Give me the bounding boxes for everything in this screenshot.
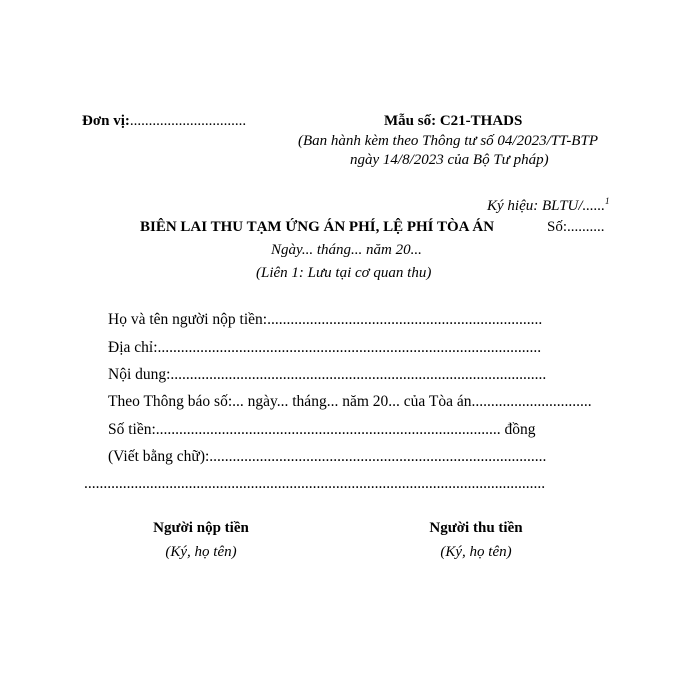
collector-signature-note: (Ký, họ tên) [440, 544, 512, 560]
document-title: BIÊN LAI THU TẠM ỨNG ÁN PHÍ, LỆ PHÍ TÒA ÁN [140, 219, 495, 235]
unit-label: Đơn vị: [82, 113, 130, 129]
copy-line: (Liên 1: Lưu tại cơ quan thu) [256, 265, 432, 281]
field-payer-name: Họ và tên người nộp tiền:....................................................................... [108, 311, 543, 328]
payer-signature-note: (Ký, họ tên) [165, 544, 237, 560]
receipt-number: Số:.......... [547, 219, 605, 235]
field-content: Nội dung:................................................................................................. [108, 366, 547, 383]
field-amount: Số tiền:......................................................................................... đồng [108, 421, 536, 438]
form-number: Mẫu số: C21-THADS [384, 113, 523, 129]
field-continuation: ....................................................................................................................... [84, 475, 546, 492]
receipt-symbol [487, 196, 610, 215]
unit-line [82, 113, 246, 130]
footnote-marker: 1 [605, 196, 610, 206]
date-line: Ngày... tháng... năm 20... [271, 242, 422, 258]
receipt-symbol-text: Ký hiệu: BLTU/...... [487, 198, 606, 214]
unit-dots: ............................... [129, 113, 247, 129]
field-address: Địa chỉ:................................................................................................... [108, 339, 542, 356]
issued-by-line-1: (Ban hành kèm theo Thông tư số 04/2023/TT-BTP [298, 133, 598, 149]
field-amount-in-words: (Viết bằng chữ):....................................................................................... [108, 448, 547, 465]
field-notice: Theo Thông báo số:... ngày... tháng... năm 20... của Tòa án............................... [108, 393, 592, 410]
payer-signature-title: Người nộp tiền [153, 520, 249, 536]
issued-by-line-2: ngày 14/8/2023 của Bộ Tư pháp) [350, 152, 549, 168]
collector-signature-title: Người thu tiền [429, 520, 523, 536]
